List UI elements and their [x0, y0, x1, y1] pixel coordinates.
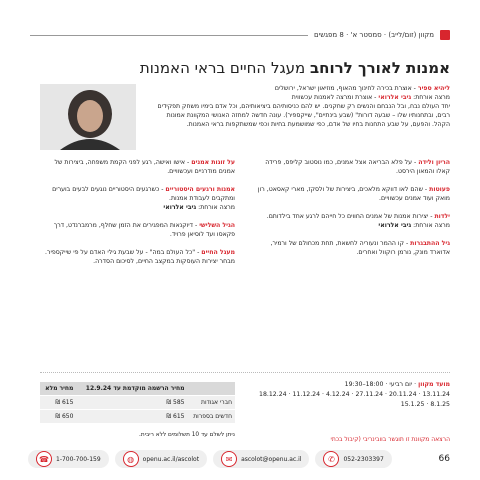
- mobile-text: 052-2303397: [343, 455, 384, 463]
- price-row-label: חברי אגודות: [188, 396, 236, 410]
- page-header: [30, 28, 450, 42]
- full-price: 615 ₪: [40, 396, 76, 410]
- session-heading: מעגל החיים: [201, 249, 235, 256]
- page-number: 66: [438, 454, 450, 464]
- payments-note: ניתן לשלם עד 10 תשלומים ללא ריבית.: [139, 432, 235, 438]
- mail-icon: ✉: [221, 451, 237, 467]
- session-text: - קו ההמר ונעוריה לחשאת, תחת מכחולם של ורמיר, אדוארד מונק, נורמן רוקוול ואחרים.: [270, 240, 450, 256]
- session-heading: גיל ההתבגרות: [410, 240, 450, 247]
- lecturer-name: ליהיא ספיר: [417, 85, 450, 92]
- header-rule: [30, 35, 308, 36]
- lecturer-photo: [40, 84, 136, 150]
- session-heading: פעוטות: [429, 186, 450, 193]
- title-bold: אמנות לאורך לרוחב: [310, 59, 450, 77]
- portrait-image: [40, 84, 136, 150]
- session-text: - יצירות אמנות של אמנים החווים כל חייהם לרגע אחד בילדותם.: [266, 213, 435, 220]
- session-heading: על זוגות אמנים: [191, 159, 235, 166]
- session-item: [255, 158, 450, 176]
- price-row-label-header: [188, 382, 236, 396]
- phone-icon: ☎: [36, 451, 52, 467]
- email-link: ascolot@openu.ac.il: [241, 455, 302, 463]
- title-rest: מעגל החיים בראי האמנות: [139, 59, 306, 77]
- sessions-right-column: [255, 158, 450, 266]
- schedule-time: · יום רביעי · 18:00–19:30: [344, 381, 419, 388]
- email-pill[interactable]: [213, 450, 309, 468]
- guest-name: גיבי אלרואי: [378, 94, 412, 101]
- session-text: - דיוקנאות המפגירים את הזמן שחלף, מרמברנדט, דרך פקאסו ועד לוסיאן פרויד.: [53, 222, 235, 238]
- early-price-header: מחיר הרשמה מוקדמת עד 12.9.24: [76, 382, 187, 396]
- session-heading: הריון ולידה: [418, 159, 450, 166]
- section-divider: [40, 372, 450, 373]
- session-item: [255, 212, 450, 230]
- sessions-left-column: [40, 158, 235, 275]
- schedule-block: [255, 380, 450, 410]
- contact-footer: [28, 448, 450, 470]
- table-row: [40, 396, 235, 410]
- session-item: [255, 185, 450, 203]
- early-price: 585 ₪: [76, 396, 187, 410]
- tel-text: 1-700-700-159: [56, 455, 101, 463]
- session-item: [255, 239, 450, 257]
- schedule-dates: 8.1.25 · 15.1.25: [400, 401, 450, 408]
- early-price: 615 ₪: [76, 410, 187, 424]
- lecturer-bio: - אוצרת בכירה לחינוך מהאוף, מוזיאון ישראל, ירושלים: [274, 85, 418, 92]
- session-text: - כשרגעים היסטוריים נוגעים לבעים בוערים ומתקבים לעבודת אמנות.: [52, 186, 235, 202]
- session-text: - אישו ואישה, רגע לפני הקמת משפחה, ביצירות של אמנים מודרניים ועכשוויים.: [54, 159, 235, 175]
- web-link: openu.ac.il/ascolot: [142, 455, 200, 463]
- lecturer-block: [148, 84, 450, 129]
- session-item: [40, 248, 235, 266]
- guest-label: מרצה אורחת:: [198, 204, 235, 211]
- whatsapp-icon: ✆: [323, 451, 339, 467]
- session-text: - על פלא הבריאה אצל אמנים, כמו נוסטוב קליפס, פרידה קאלו והמאון הירסט.: [265, 159, 450, 175]
- price-header-row: [40, 382, 235, 396]
- header-crumb: מקוון (זום/לייב) · סמסטר א' · 8 מפגשים: [313, 31, 434, 39]
- session-heading: אמנות ורגעים היסטוריים: [165, 186, 235, 193]
- tel-pill[interactable]: [28, 450, 109, 468]
- guest-label: מרצה אורחת:: [413, 222, 450, 229]
- web-pill[interactable]: [115, 450, 207, 468]
- session-heading: ילדות: [434, 213, 450, 220]
- full-price-header: מחיר מלא: [40, 382, 76, 396]
- guest-label: מרצה אורחת:: [413, 94, 450, 101]
- schedule-dates: 13.11.24 · 20.11.24 · 27.11.24 · 4.12.24 · 11.12.24 · 18.12.24: [259, 391, 450, 398]
- webinar-note: הרצאה מקוונת זו תוגשר בוובינריבי (קיבול בכתי: [330, 436, 450, 443]
- schedule-label: מועד מקוון: [418, 381, 450, 388]
- guest-name: גיבי אלרואי: [378, 222, 412, 229]
- guest-name: גיבי אלרואי: [163, 204, 197, 211]
- session-item: [40, 221, 235, 239]
- session-heading: הגיל השלישי: [199, 222, 235, 229]
- globe-icon: ◍: [123, 451, 139, 467]
- table-row: [40, 410, 235, 424]
- guest-bio: - אוצרת ומרצה לאמנות עכשווית: [291, 94, 379, 101]
- session-item: [40, 158, 235, 176]
- session-item: [40, 185, 235, 212]
- session-text: - "כל העולם במה" - על שבעת גילי האדם על פי שייקספיר. מבחר יצירות העוסקות במקצב החיים, לסיכום הסדרה.: [44, 249, 235, 265]
- mobile-pill[interactable]: [315, 450, 391, 468]
- price-table: [40, 382, 235, 423]
- full-price: 650 ₪: [40, 410, 76, 424]
- header-marker: [440, 30, 450, 40]
- price-row-label: חדשים בספרות: [188, 410, 236, 424]
- page-title: [40, 58, 450, 78]
- course-description: יחד העולם נבח, ובל הנבחם והנשים רק שחקנים. יש להם כניסותיהם ביציאותיהם, וכל אדם בימיו משחק תפקידים רבים, ובתחנותיו שלו – שבעה דורות" (שבע בינתיים", שייקספיר). עונה חדשה למחזה האנושי המקוונת אמונות הקהל. והפעם, על שבע התחנות בחיו של אדם, כפי שמושמעת בחיות וכפי שמשתקפות בראי האמנות.: [157, 103, 450, 128]
- session-text: - שהם לאו דווקא מלאכים, ביצירות של ולסקז, מארי קאסאט, רון מואק ועוד אמנים עכשוויים.: [257, 186, 450, 202]
